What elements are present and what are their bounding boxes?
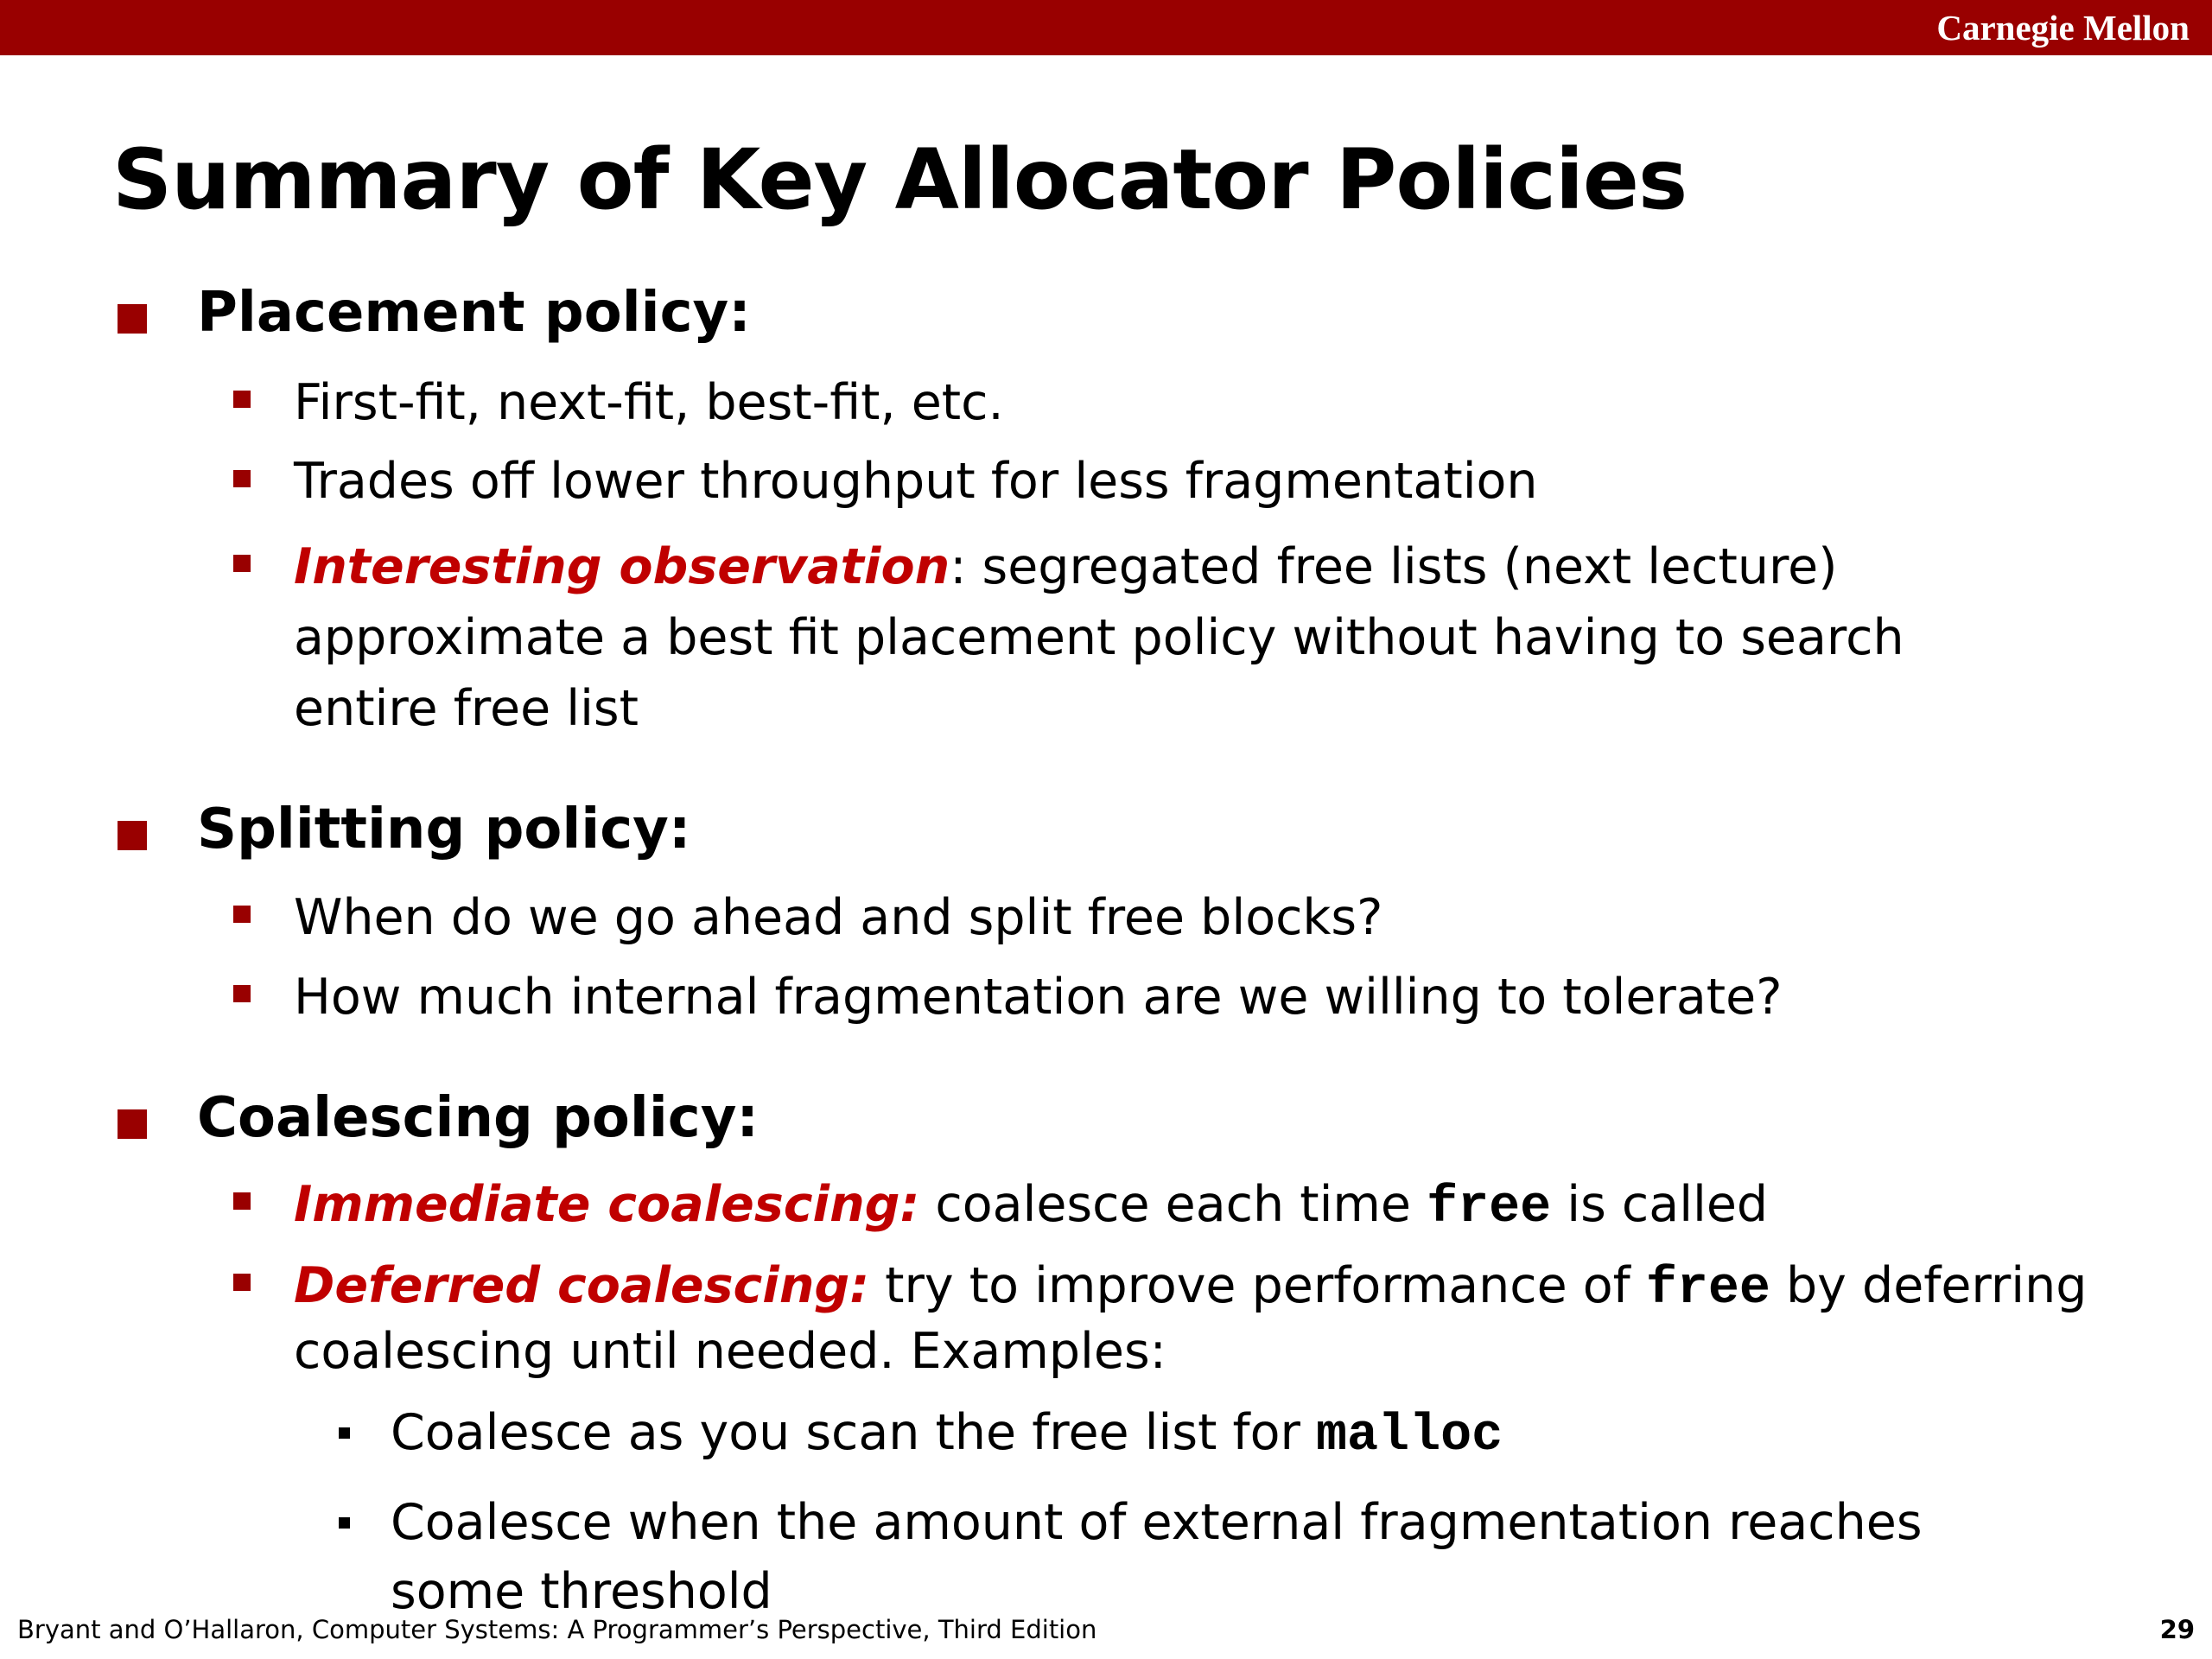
item-text: by deferring	[1770, 1257, 2088, 1314]
list-item: When do we go ahead and split free blocks?	[294, 889, 1383, 946]
item-text: Coalesce as you scan the free list for	[391, 1404, 1317, 1461]
slide-title: Summary of Key Allocator Policies	[112, 131, 1688, 228]
level3-bullet-icon	[339, 1427, 350, 1439]
section-heading-placement: Placement policy:	[197, 281, 751, 345]
section-heading-splitting: Splitting policy:	[197, 798, 691, 861]
emphasis-text: Interesting observation	[294, 538, 950, 595]
level2-bullet-icon	[233, 1192, 251, 1210]
brand-label: Carnegie Mellon	[1936, 8, 2190, 48]
level1-bullet-icon	[118, 1109, 147, 1139]
list-item-deferred	[294, 1255, 2087, 1320]
list-item-continuation: entire free list	[294, 680, 639, 737]
list-item-continuation: coalescing until needed. Examples:	[294, 1323, 1166, 1380]
sub-list-item: Coalesce when the amount of external fragmentation reaches	[391, 1494, 1923, 1551]
list-item: First-fit, next-fit, best-fit, etc.	[294, 374, 1004, 431]
colon-text: :	[950, 538, 967, 595]
list-item: Trades off lower throughput for less fragmentation	[294, 453, 1538, 510]
page-number: 29	[2159, 1615, 2195, 1644]
sub-list-item	[391, 1402, 1503, 1467]
level2-bullet-icon	[233, 391, 251, 408]
level1-bullet-icon	[118, 304, 147, 334]
item-text: coalesce each time	[919, 1176, 1427, 1233]
emphasis-text: Immediate coalescing:	[294, 1176, 920, 1233]
level2-bullet-icon	[233, 1274, 251, 1291]
list-item-continuation: approximate a best fit placement policy without having to search	[294, 609, 1904, 666]
code-text: malloc	[1316, 1407, 1503, 1465]
level2-bullet-icon	[233, 470, 251, 487]
section-heading-coalescing: Coalescing policy:	[197, 1086, 759, 1150]
list-item-observation	[294, 536, 1837, 598]
level2-bullet-icon	[233, 555, 251, 572]
list-item-immediate	[294, 1173, 1768, 1239]
item-text: try to improve performance of	[869, 1257, 1646, 1314]
emphasis-text: Deferred coalescing:	[294, 1257, 869, 1314]
level3-bullet-icon	[339, 1517, 350, 1529]
footer-citation: Bryant and O’Hallaron, Computer Systems: A Programmer’s Perspective, Third Edition	[17, 1615, 1097, 1644]
sub-list-item-continuation: some threshold	[391, 1563, 772, 1620]
code-text: free	[1427, 1179, 1552, 1237]
item-text: segregated free lists (next lecture)	[966, 538, 1838, 595]
item-text: is called	[1551, 1176, 1769, 1233]
header-bar	[0, 0, 2212, 55]
level1-bullet-icon	[118, 821, 147, 850]
code-text: free	[1645, 1260, 1770, 1319]
level2-bullet-icon	[233, 985, 251, 1002]
list-item: How much internal fragmentation are we willing to tolerate?	[294, 969, 1783, 1026]
level2-bullet-icon	[233, 906, 251, 923]
